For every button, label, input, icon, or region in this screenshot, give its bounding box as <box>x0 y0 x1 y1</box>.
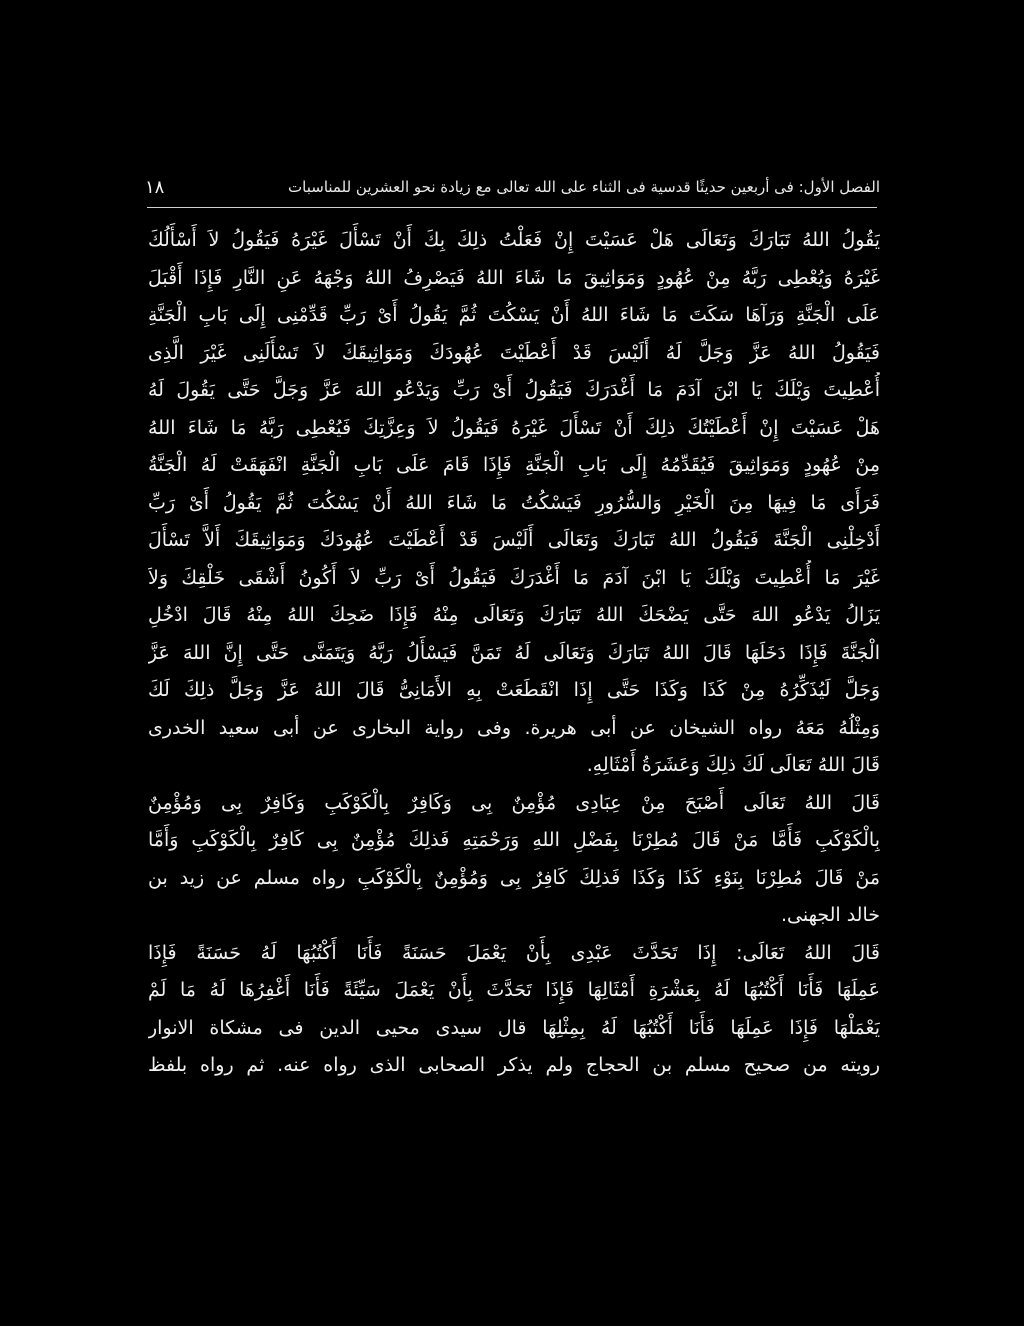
page-number: ١٨ <box>145 176 165 198</box>
text-line: عَمِلَهَا فَأَنَا أَكْتُبُهَا لَهُ بِعَشْرَةِ أَمْثَالِهَا فَإِذَا تَحَدَّثَ بِأَنْ يَعْمَلَ سَيِّئَةً فَأَنَا أَغْفِرُهَا لَهُ مَا لَمْ <box>148 979 880 1001</box>
text-line: يَزَالُ يَدْعُو اللهَ حَتَّى يَضْحَكَ اللهُ تَبَارَكَ وَتَعَالَى مِنْهُ فَإِذَا ضَحِكَ اللهُ مِنْهُ قَالَ ادْخُلِ <box>148 604 880 626</box>
text-line: عَلَى الْجَنَّةِ وَرَآهَا سَكَتَ مَا شَاءَ اللهُ أَنْ يَسْكُتَ ثُمَّ يَقُولُ أَىْ رَبِّ قَدِّمْنِى إِلَى بَابِ الْجَنَّةِ <box>148 304 880 326</box>
header-divider <box>147 207 877 208</box>
text-line: قَالَ اللهُ تَعَالَى لَكَ ذلِكَ وَعَشَرَةُ أَمْثَالِهِ. <box>586 754 880 776</box>
text-line: غَيْرَ مَا أُعْطِيتَ وَيْلَكَ يَا ابْنَ آدَمَ مَا أَغْدَرَكَ فَيَقُولُ أَىْ رَبِّ لاَ أَكُونُ أَشْقَى خَلْقِكَ وَلاَ <box>148 566 880 589</box>
text-line: مَنْ قَالَ مُطِرْنَا بِنَوْءِ كَذَا وَكَذَا فَذلِكَ كَافِرٌ بِى وَمُؤْمِنٌ بِالْكَوْكَبِ رواه مسلم عن زيد بن <box>148 866 880 889</box>
text-line: هَلْ عَسَيْتَ إِنْ أَعْطَيْتُكَ ذلِكَ أَنْ تَسْأَلَ غَيْرَهُ فَيَقُولُ لاَ وَعِزَّتِكَ فَيُعْطِى رَبَّهُ مَا شَاءَ اللهُ <box>148 416 880 439</box>
running-title: الفصل الأول: فى أربعين حديثًا قدسية فى الثناء على الله تعالى مع زيادة نحو العشرين للمناسبات <box>288 178 880 196</box>
text-line: قَالَ اللهُ تَعَالَى أَصْبَحَ مِنْ عِبَادِى مُؤْمِنٌ بِى وَكَافِرٌ بِالْكَوْكَبِ وَكَافِرٌ بِى وَمُؤْمِنٌ <box>148 791 880 814</box>
text-line: وَجَلَّ لَيُذَكِّرُهُ مِنْ كَذَا وَكَذَا حَتَّى إِذَا انْقَطَعَتْ بِهِ الأَمَانِىُّ قَالَ اللهُ عَزَّ وَجَلَّ ذلِكَ لَكَ <box>148 679 880 701</box>
text-line: قَالَ اللهُ تَعَالَى: إِذَا تَحَدَّثَ عَبْدِى بِأَنْ يَعْمَلَ حَسَنَةً فَأَنَا أَكْتُبُهَا لَهُ حَسَنَةً فَإِذَا <box>148 941 880 964</box>
page-header <box>145 172 880 202</box>
text-line: أَدْخِلْنِى الْجَنَّةَ فَيَقُولُ اللهُ تَبَارَكَ وَتَعَالَى أَلَيْسَ قَدْ أَعْطَيْتَ عُهُودَكَ وَمَوَاثِيقَكَ أَلاَّ تَسْأَلَ <box>148 529 880 551</box>
text-line: بِالْكَوْكَبِ فَأَمَّا مَنْ قَالَ مُطِرْنَا بِفَضْلِ اللهِ وَرَحْمَتِهِ فَذلِكَ مُؤْمِنٌ بِى كَافِرٌ بِالْكَوْكَبِ وَأَمَّا <box>148 829 880 851</box>
text-line: غَيْرَهُ وَيُعْطِى رَبَّهُ مِنْ عُهُودٍ وَمَوَاثِيقَ مَا شَاءَ اللهُ فَيَصْرِفُ اللهُ وَجْهَهُ عَنِ النَّارِ فَإِذَا أَقْبَلَ <box>148 266 880 289</box>
text-line: فَرَأَى مَا فِيهَا مِنَ الْخَيْرِ وَالسُّرُورِ فَيَسْكُتُ مَا شَاءَ اللهُ أَنْ يَسْكُتَ ثُمَّ يَقُولُ أَىْ رَبِّ <box>148 491 880 514</box>
body-text <box>148 222 880 1085</box>
text-line: رويته من صحيح مسلم بن الحجاج ولم يذكر الصحابى الذى رواه عنه. ثم رواه بلفظ <box>148 1054 880 1076</box>
text-line: خالد الجهنى. <box>780 904 880 926</box>
text-line: فَيَقُولُ اللهُ عَزَّ وَجَلَّ لَهُ أَلَيْسَ قَدْ أَعْطَيْتَ عُهُودَكَ وَمَوَاثِيقَكَ لاَ تَسْأَلَنِى غَيْرَ الَّذِى <box>148 341 880 364</box>
text-line: يَعْمَلْهَا فَإِذَا عَمِلَهَا فَأَنَا أَكْتُبُهَا لَهُ بِمِثْلِهَا قال سيدى محيى الدين فى مشكاة الانوار <box>148 1016 880 1039</box>
text-line: الْجَنَّةَ فَإِذَا دَخَلَهَا قَالَ اللهُ تَبَارَكَ وَتَعَالَى لَهُ تَمَنَّ فَيَسْأَلُ رَبَّهُ وَيَتَمَنَّى حَتَّى إِنَّ اللهَ عَزَّ <box>148 641 880 664</box>
text-line: يَقُولُ اللهُ تَبَارَكَ وَتَعَالَى هَلْ عَسَيْتَ إِنْ فَعَلْتُ ذلِكَ بِكَ أَنْ تَسْأَلَ غَيْرَهُ فَيَقُولُ لاَ أَسْأَلُكَ <box>148 229 880 251</box>
text-line: أُعْطِيتَ وَيْلَكَ يَا ابْنَ آدَمَ مَا أَغْدَرَكَ فَيَقُولُ أَىْ رَبِّ وَيَدْعُو اللهَ عَزَّ وَجَلَّ حَتَّى يَقُولَ لَهُ <box>148 379 880 401</box>
text-line: وَمِثْلُهُ مَعَهُ رواه الشيخان عن أبى هريرة. وفى رواية البخارى عن أبى سعيد الخدرى <box>148 716 880 739</box>
text-line: مِنْ عُهُودٍ وَمَوَاثِيقَ فَيُقَدِّمُهُ إِلَى بَابِ الْجَنَّةِ فَإِذَا قَامَ عَلَى بَابِ الْجَنَّةِ انْفَهَقَتْ لَهُ الْجَنَّةُ <box>148 454 880 476</box>
